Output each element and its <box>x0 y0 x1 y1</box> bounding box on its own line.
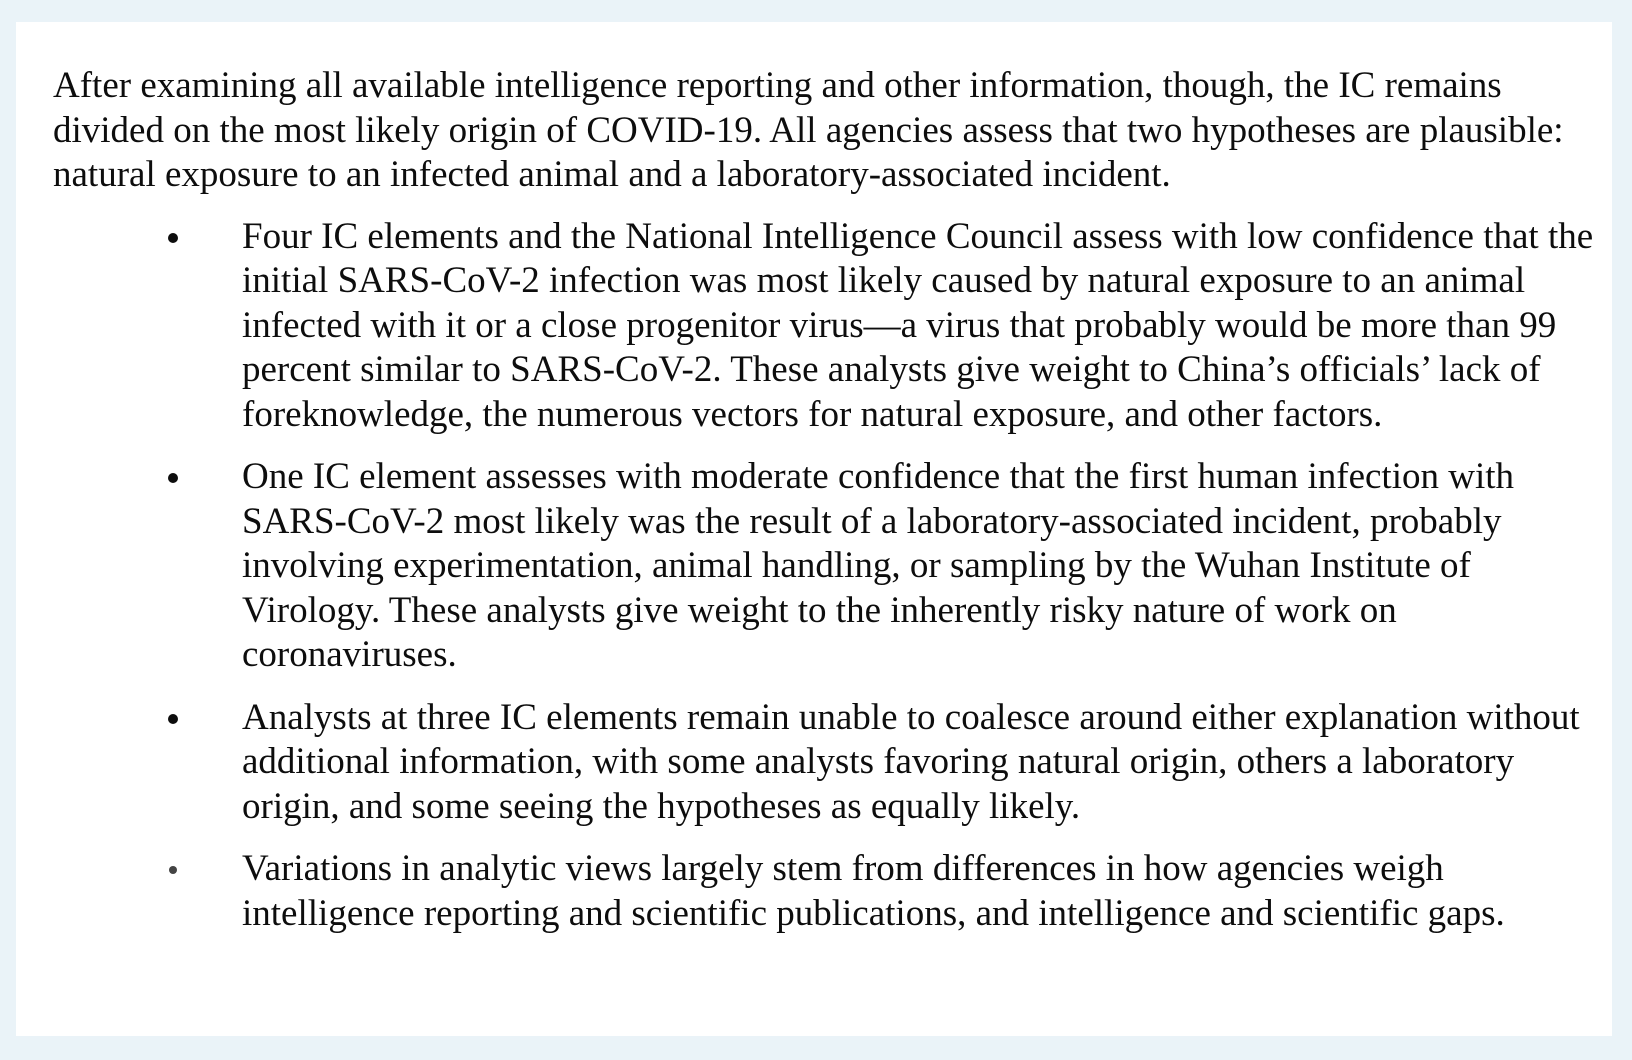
bullet-dot-icon <box>168 714 178 724</box>
bullet-text: Variations in analytic views largely stem from differences in how agencies weigh intelligence reporting and scientific publications, and intelligence and scientific gaps. <box>242 848 1505 934</box>
lead-paragraph: After examining all available intelligence reporting and other information, though, the IC remains divided on the most likely origin of COVID-19. All agencies assess that two hypotheses are plausible: natural exposure to an infected animal and a laboratory-associated incident. <box>53 65 1564 195</box>
bullet-dot-icon <box>168 473 178 483</box>
bullet-text: Four IC elements and the National Intelligence Council assess with low confidence that the initial SARS-CoV-2 infection was most likely caused by natural exposure to an animal infected with it or a close progenitor virus—a virus that probably would be more than 99 percent similar to SARS-CoV-2. These analysts give weight to China’s officials’ lack of foreknowledge, the numerous vectors for natural exposure, and other factors. <box>242 215 1594 435</box>
document-page <box>16 22 1612 1036</box>
bullet-list <box>53 215 1598 937</box>
list-item <box>53 696 1598 830</box>
bullet-dot-icon <box>169 866 177 874</box>
list-item <box>53 215 1598 438</box>
bullet-dot-icon <box>168 233 178 243</box>
bullet-text: Analysts at three IC elements remain unable to coalesce around either explanation without additional information, with some analysts favoring natural origin, others a laboratory origin, and some seeing the hypotheses as equally likely. <box>242 696 1580 827</box>
document-body <box>53 64 1598 936</box>
list-item <box>53 847 1598 936</box>
bullet-text: One IC element assesses with moderate confidence that the first human infection with SARS-CoV-2 most likely was the result of a laboratory-associated incident, probably involving experimentation, animal handling, or sampling by the Wuhan Institute of Virology. These analysts give weight to the inherently risky nature of work on coronaviruses. <box>242 456 1515 675</box>
list-item <box>53 455 1598 678</box>
